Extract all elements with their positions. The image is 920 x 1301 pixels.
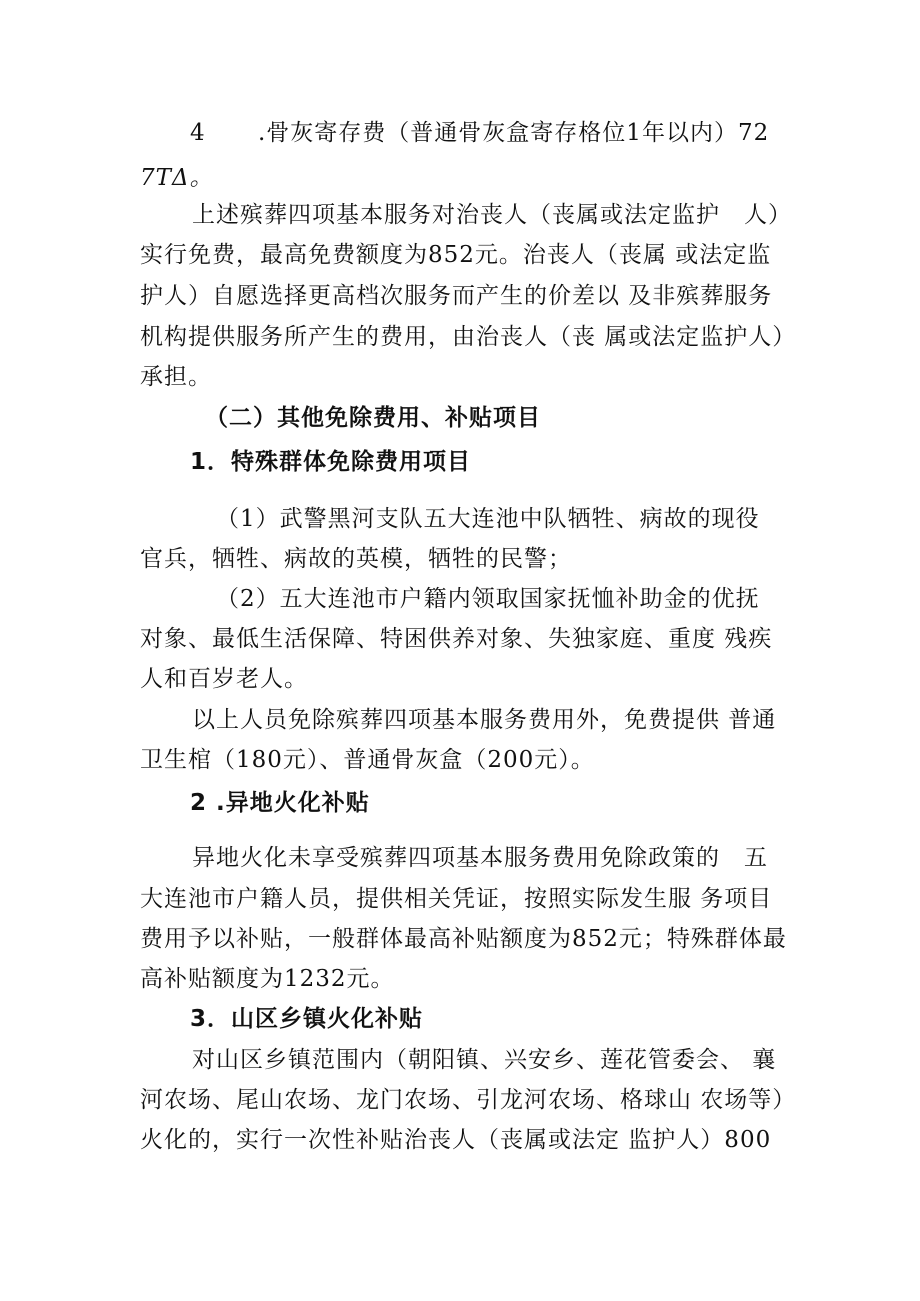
paragraph-line: 大连池市户籍人员，提供相关凭证，按照实际发生服 务项目 xyxy=(140,886,773,912)
paragraph-line: 承担。 xyxy=(140,364,212,390)
paragraph-line: 7TΔ。 xyxy=(140,165,214,191)
paragraph-line: 上述殡葬四项基本服务对治丧人（丧属或法定监护 人） xyxy=(192,202,792,228)
paragraph-line: 河农场、尾山农场、龙门农场、引龙河农场、格球山 农场等） xyxy=(140,1087,797,1113)
paragraph-line: 卫生棺（180元）、普通骨灰盒（200元）。 xyxy=(140,747,595,773)
paragraph-line: 实行免费，最高免费额度为852元。治丧人（丧属 或法定监 xyxy=(140,242,772,268)
paragraph-line: 机构提供服务所产生的费用，由治丧人（丧 属或法定监护人） xyxy=(140,324,797,350)
item-text: .骨灰寄存费（普通骨灰盒寄存格位1年以内）72 xyxy=(258,120,770,146)
subsection-heading: 1．特殊群体免除费用项目 xyxy=(190,449,472,475)
paragraph-line: 费用予以补贴，一般群体最高补贴额度为852元；特殊群体最 xyxy=(140,926,787,952)
item-number: 4 xyxy=(190,120,206,146)
paragraph-line: （1）武警黑河支队五大连池中队牺牲、病故的现役 xyxy=(216,506,760,532)
paragraph-line: （2）五大连池市户籍内领取国家抚恤补助金的优抚 xyxy=(216,586,760,612)
subsection-heading: 2 .异地火化补贴 xyxy=(190,790,370,816)
paragraph-line: 官兵，牺牲、病故的英模，牺牲的民警； xyxy=(140,546,572,572)
paragraph-line: 人和百岁老人。 xyxy=(140,666,308,692)
paragraph-line: 异地火化未享受殡葬四项基本服务费用免除政策的 五 xyxy=(192,845,768,871)
paragraph-line: 高补贴额度为1232元。 xyxy=(140,966,395,992)
subsection-heading: 3．山区乡镇火化补贴 xyxy=(190,1006,424,1032)
paragraph-line: 对山区乡镇范围内（朝阳镇、兴安乡、莲花管委会、 襄 xyxy=(192,1047,777,1073)
paragraph-line: 护人）自愿选择更高档次服务而产生的价差以 及非殡葬服务 xyxy=(140,283,773,309)
paragraph-line: 以上人员免除殡葬四项基本服务费用外，免费提供 普通 xyxy=(192,707,777,733)
section-heading: （二）其他免除费用、补贴项目 xyxy=(205,405,541,431)
paragraph-line: 对象、最低生活保障、特困供养对象、失独家庭、重度 残疾 xyxy=(140,626,773,652)
paragraph-line: 火化的，实行一次性补贴治丧人（丧属或法定 监护人）800 xyxy=(140,1127,772,1153)
